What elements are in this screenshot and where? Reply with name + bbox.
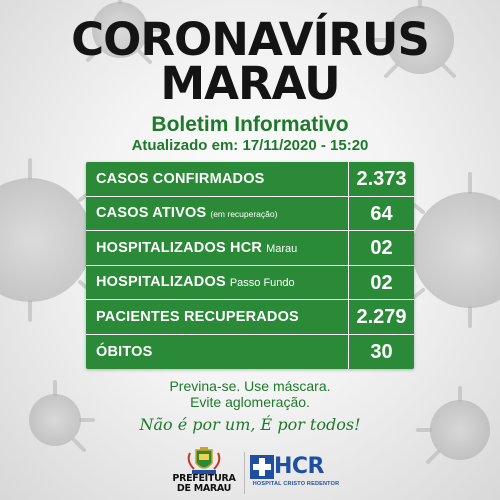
stat-row-recovered — [86, 300, 414, 335]
stat-note: Marau — [266, 242, 298, 255]
updated-timestamp: Atualizado em: 17/11/2020 - 15:20 — [131, 137, 369, 154]
stat-value: 2.373 — [348, 162, 414, 196]
prevention-message-line2: Evite aglomeração. — [190, 394, 310, 410]
stat-label: CASOS CONFIRMADOS — [96, 170, 265, 187]
stat-note: Passo Fundo — [229, 277, 295, 290]
stat-note: (em recuperação) — [210, 209, 278, 220]
stat-value: 02 — [348, 266, 414, 300]
hcr-full-name: HOSPITAL CRISTO REDENTOR — [252, 481, 340, 487]
stat-label: HOSPITALIZADOS Passo Fundo — [96, 274, 295, 291]
stat-value: 2.279 — [348, 300, 414, 334]
title-coronavirus: CORONAVÍRUS — [71, 13, 429, 66]
stat-value: 64 — [348, 197, 414, 231]
stat-row-hospitalized-hcr — [86, 231, 414, 266]
title-city: MARAU — [160, 57, 340, 110]
prefeitura-name-line2: DE MARAU — [176, 483, 232, 494]
stats-table — [86, 162, 414, 369]
bulletin-subtitle: Boletim Informativo — [151, 113, 349, 136]
hcr-name: HCR — [274, 454, 324, 479]
prefeitura-logo — [166, 447, 242, 497]
slogan: Não é por um, É por todos! — [139, 415, 361, 434]
stat-label: ÓBITOS — [96, 343, 153, 360]
prefeitura-name-line1: PREFEITURA — [172, 473, 236, 484]
prevention-message-line1: Previna-se. Use máscara. — [169, 378, 331, 394]
stat-label: CASOS ATIVOS (em recuperação) — [96, 205, 278, 222]
stat-label: PACIENTES RECUPERADOS — [96, 308, 299, 325]
stat-label: HOSPITALIZADOS HCR Marau — [96, 239, 298, 256]
hospital-cross-icon — [250, 455, 274, 479]
stat-row-hospitalized-passo-fundo — [86, 266, 414, 301]
stat-value: 30 — [348, 335, 414, 370]
stat-row-active — [86, 197, 414, 232]
logo-divider — [244, 452, 245, 494]
hcr-logo — [248, 451, 342, 495]
stat-row-deaths — [86, 335, 414, 370]
stat-row-confirmed — [86, 162, 414, 197]
stat-value: 02 — [348, 231, 414, 265]
city-coat-of-arms-icon — [166, 447, 242, 475]
